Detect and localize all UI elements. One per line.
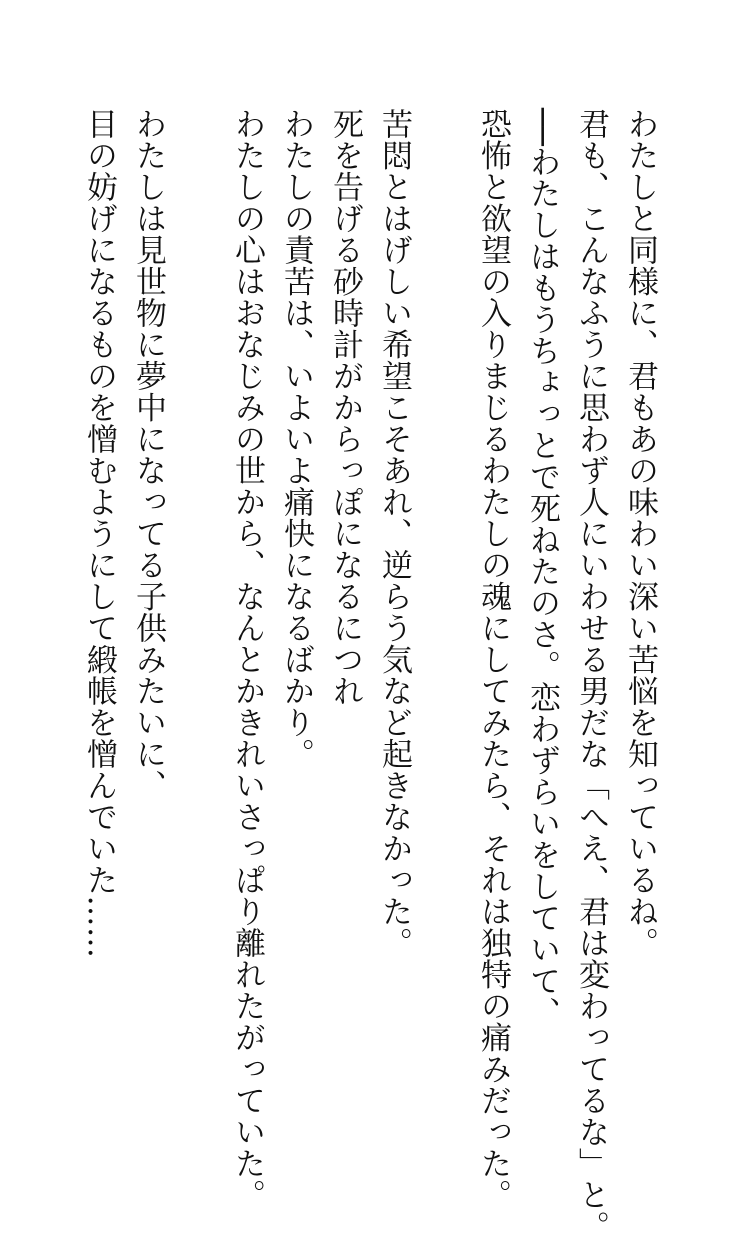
- text-line: わたしは見世物に夢中になってる子供みたいに、: [130, 108, 166, 801]
- text-line: 君も、こんなふうに思わず人にいわせる男だな「へえ、君は変わってるな」と。: [573, 108, 609, 1242]
- text-line: 目の妨げになるものを憎むようにして緞帳を憎んでいた……: [81, 108, 117, 959]
- text-line: わたしの心はおなじみの世から、なんとかきれいさっぱり離れたがっていた。: [229, 108, 265, 1211]
- paragraph-gap: [172, 108, 222, 1108]
- text-line: わたしの責苦は、いよいよ痛快になるばかり。: [278, 108, 314, 770]
- paragraph-gap: [418, 108, 468, 1108]
- text-line: わたしと同様に、君もあの味わい深い苦悩を知っているね。: [622, 108, 658, 959]
- vertical-text-body: [74, 108, 664, 1242]
- text-line: 恐怖と欲望の入りまじるわたしの魂にしてみたら、それは独特の痛みだった。: [475, 108, 511, 1211]
- text-line: 苦悶とはげしい希望こそあれ、逆らう気など起きなかった。: [376, 108, 412, 959]
- text-line: 死を告げる砂時計がからっぽになるにつれ: [327, 108, 363, 707]
- text-line: ──わたしはもうちょっとで死ねたのさ。恋わずらいをしていて、: [524, 108, 560, 1029]
